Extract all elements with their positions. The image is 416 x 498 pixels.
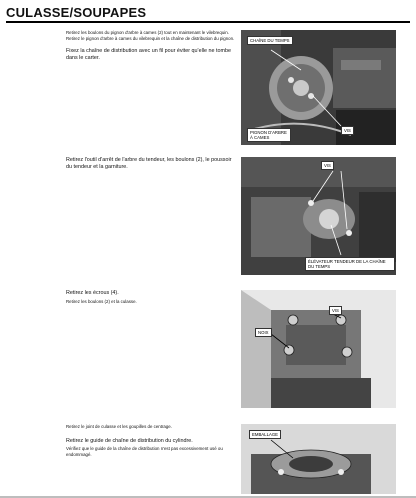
photo-cylinder-head-nuts (241, 290, 396, 408)
callout-nut: NOIX (255, 328, 272, 337)
section-4-text (66, 424, 238, 462)
page-title: CULASSE/SOUPAPES (6, 5, 147, 20)
callout-bolt: VIS (329, 306, 342, 315)
section-3-paragraph-1: Retirez les écrous (4). (66, 290, 119, 296)
section-3-text (66, 290, 238, 309)
section-2-paragraph-1: Retirez l'outil d'arrêt de l'arbre du tendeur, les boulons (2), le poussoir du tendeur et la garniture. (66, 157, 232, 170)
callout-chain-tensioner-lifter: ÉLÉVATEUR TENDEUR DE LA CHAÎNE DU TEMPS (305, 257, 395, 271)
section-4-paragraph-3: Vérifiez que le guide de la chaîne de distribution n'est pas excessivement usé ou endommagé. (66, 446, 223, 457)
callout-bolt: VIS (341, 126, 354, 135)
section-1-text (66, 30, 238, 66)
section-1-paragraph-2: Fixez la chaîne de distribution avec un fil pour éviter qu'elle ne tombe dans le carter. (66, 48, 231, 61)
header-rule (6, 21, 410, 23)
cylinder-head-illustration (241, 290, 396, 408)
section-4-paragraph-1: Retirez le joint de culasse et les goupilles de centrage. (66, 424, 172, 429)
callout-camshaft-sprocket: PIGNON D'ARBRE À CAMES (247, 128, 291, 142)
callout-timing-chain: CHAÎNE DU TEMPS (247, 36, 293, 45)
section-2-text (66, 157, 238, 175)
section-4-paragraph-2: Retirez le guide de chaîne de distribution du cylindre. (66, 438, 193, 444)
callout-gasket: EMBALLAGE (249, 430, 281, 439)
photo-chain-tensioner (241, 157, 396, 275)
photo-gasket (241, 424, 396, 494)
section-3-paragraph-2: Retirez les boulons (2) et la culasse. (66, 299, 137, 304)
page-header (6, 5, 410, 23)
section-1-paragraph-1: Retirez les boulons du pignon d'arbre à cames (2) tout en maintenant le vilebrequin. Retirez le pignon d'arbre à cames du vilebrequin et la chaîne de distribution du pignon. (66, 30, 235, 41)
photo-camshaft-sprocket (241, 30, 396, 145)
callout-bolt: VIS (321, 161, 334, 170)
